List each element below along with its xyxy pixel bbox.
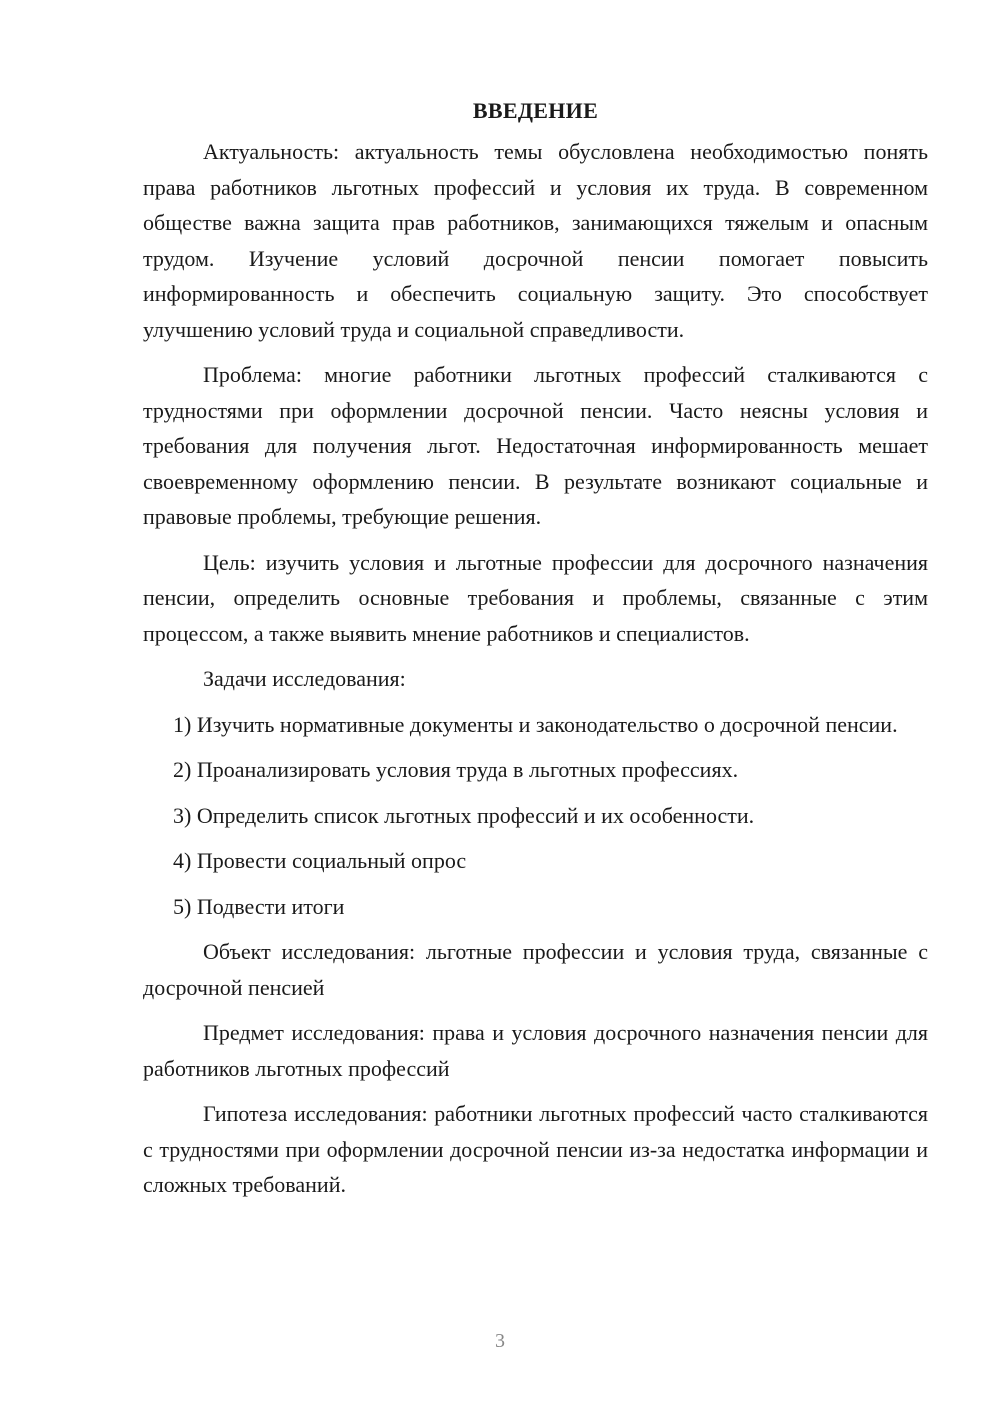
tasks-heading: Задачи исследования:	[203, 666, 406, 691]
problem-paragraph: Проблема: многие работники льготных профессий сталкиваются с трудностями при оформлении досрочной пенсии. Часто неясны условия и требования для получения льгот. Недостаточная информированность мешает своевременному оформлению пенсии. В результате возникают социальные и правовые проблемы, требующие решения.	[143, 362, 928, 529]
page-number: 3	[495, 1330, 505, 1352]
page-content	[143, 93, 928, 1213]
goal-paragraph: Цель: изучить условия и льготные профессии для досрочного назначения пенсии, определить основные требования и проблемы, связанные с этим процессом, а также выявить мнение работников и специалистов.	[143, 549, 928, 646]
object-paragraph: Объект исследования: льготные профессии и условия труда, связанные с досрочной пенсией	[143, 939, 928, 1000]
task-item: 1) Изучить нормативные документы и законодательство о досрочной пенсии.	[173, 711, 898, 737]
page-title: ВВЕДЕНИЕ	[472, 98, 599, 123]
tasks-list	[143, 707, 928, 925]
task-item: 5) Подвести итоги	[173, 893, 345, 919]
task-item: 4) Провести социальный опрос	[173, 848, 467, 873]
task-item: 2) Проанализировать условия труда в льготных профессиях.	[173, 757, 739, 782]
task-item: 3) Определить список льготных профессий и их особенности.	[173, 802, 755, 828]
hypothesis-paragraph: Гипотеза исследования: работники льготных профессий часто сталкиваются с трудностями при оформлении досрочной пенсии из-за недостатка информации и сложных требований.	[143, 1101, 928, 1197]
subject-paragraph: Предмет исследования: права и условия досрочного назначения пенсии для работников льготных профессий	[143, 1020, 928, 1081]
relevance-paragraph: Актуальность: актуальность темы обусловлена необходимостью понять права работников льготных профессий и условия их труда. В современном обществе важна защита прав работников, занимающихся тяжелым и опасным трудом. Изучение условий досрочной пенсии помогает повысить информированность и обеспечить социальную защиту. Это способствует улучшению условий труда и социальной справедливости.	[143, 139, 928, 342]
